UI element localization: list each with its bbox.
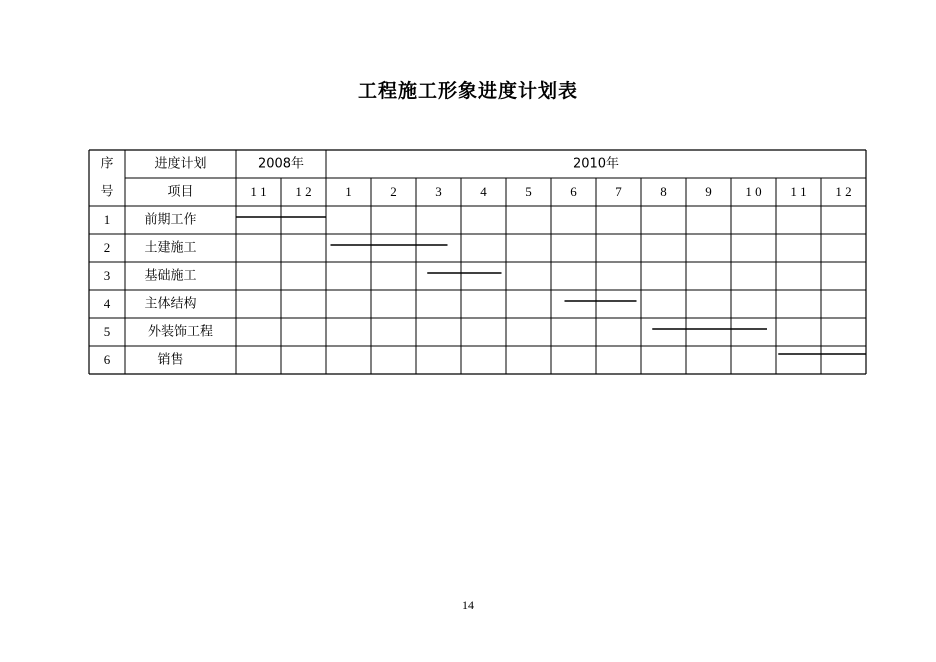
page-number: 14 xyxy=(462,598,474,612)
month-label: 1 2 xyxy=(835,183,852,199)
month-label: 3 xyxy=(435,183,442,199)
month-label: 7 xyxy=(615,183,622,199)
month-label: 1 0 xyxy=(745,183,762,199)
row-name: 基础施工 xyxy=(144,268,197,284)
row-seq: 2 xyxy=(103,239,111,255)
row-seq: 4 xyxy=(103,295,111,311)
row-name: 外装饰工程 xyxy=(147,324,214,340)
row-name: 主体结构 xyxy=(144,296,197,312)
month-label: 5 xyxy=(525,183,532,199)
row-seq: 3 xyxy=(103,267,111,283)
row-name: 土建施工 xyxy=(144,240,197,256)
month-label: 1 1 xyxy=(250,183,267,199)
year-label-0: 2008年 xyxy=(257,156,305,172)
header-plan: 进度计划 xyxy=(154,156,207,172)
row-seq: 6 xyxy=(103,351,111,367)
month-label: 8 xyxy=(660,183,667,199)
month-label: 2 xyxy=(390,183,397,199)
row-seq: 1 xyxy=(103,211,111,227)
header-seq-line1: 序 xyxy=(100,156,114,172)
month-label: 6 xyxy=(570,183,577,199)
month-label: 4 xyxy=(480,183,487,199)
header-seq-line2: 号 xyxy=(100,184,114,200)
row-seq: 5 xyxy=(103,323,111,339)
month-label: 1 xyxy=(345,183,352,199)
header-item: 项目 xyxy=(167,184,194,200)
month-label: 1 1 xyxy=(790,183,807,199)
row-name: 前期工作 xyxy=(144,212,197,228)
month-label: 9 xyxy=(705,183,712,199)
row-name: 销售 xyxy=(157,352,184,368)
year-label-1: 2010年 xyxy=(572,156,620,172)
page-title: 工程施工形象进度计划表 xyxy=(357,80,578,102)
month-label: 1 2 xyxy=(295,183,312,199)
